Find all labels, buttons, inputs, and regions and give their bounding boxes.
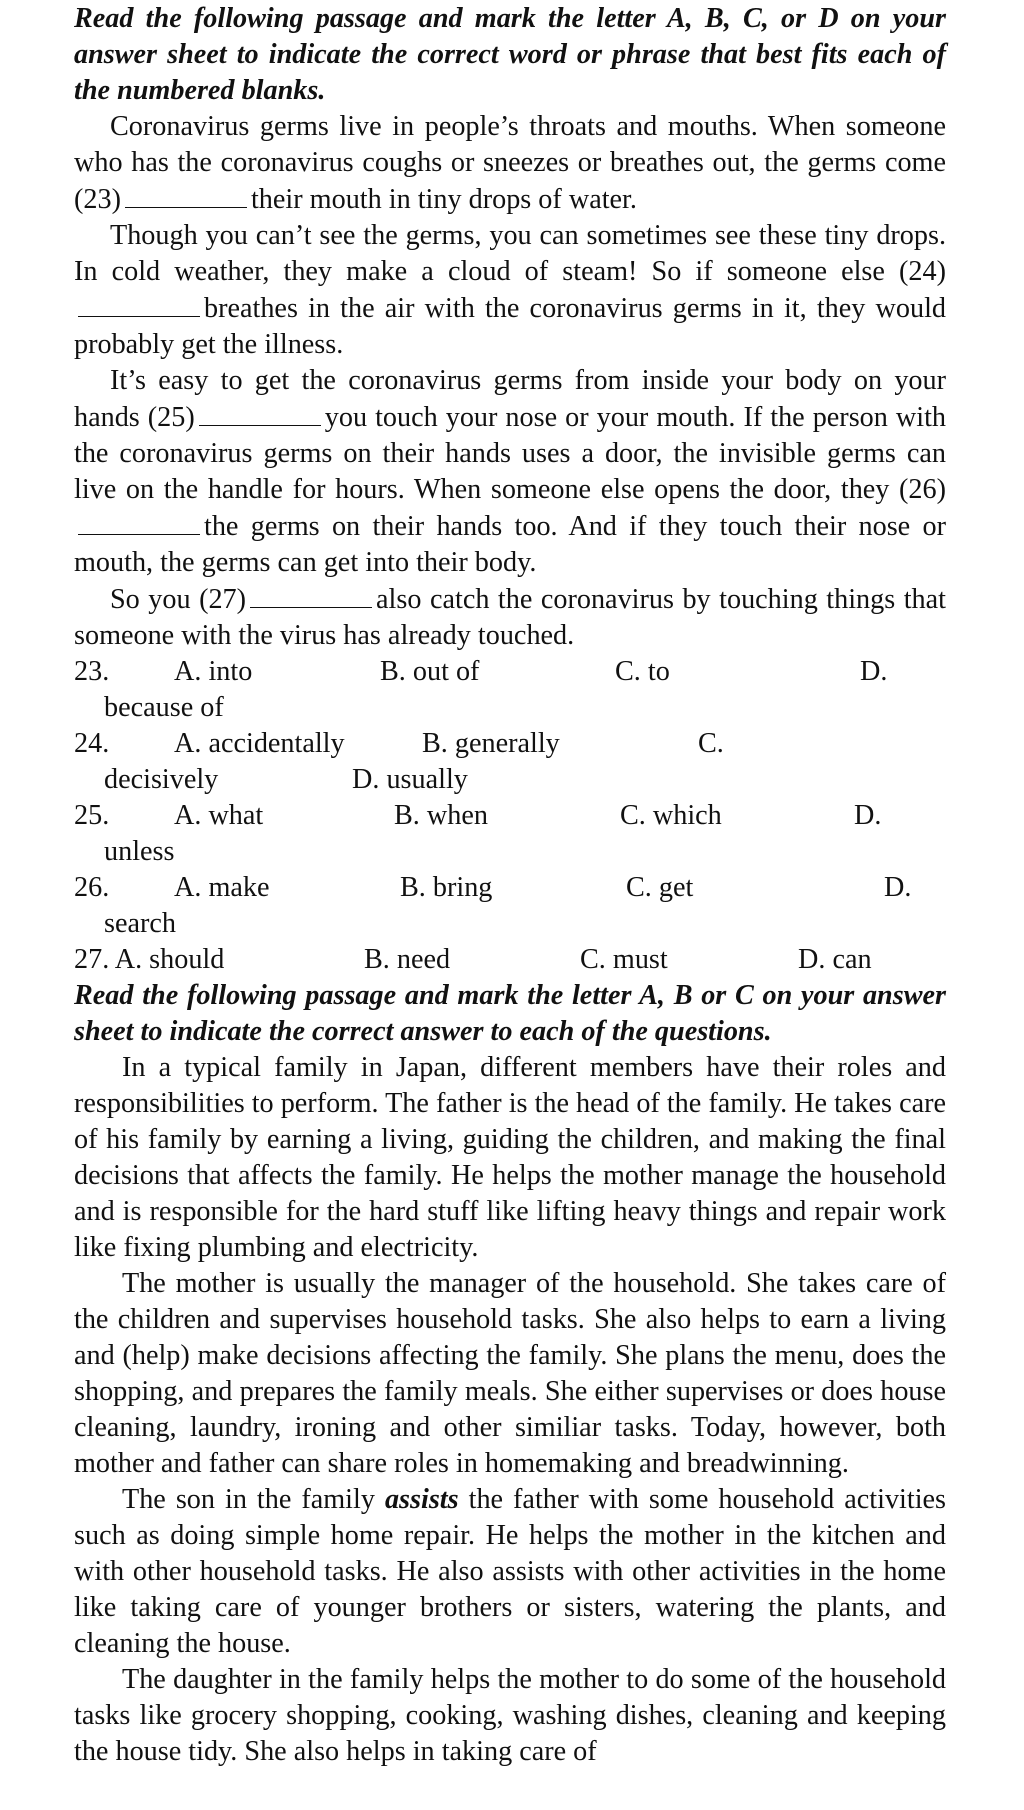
option-d: D. can bbox=[798, 944, 872, 975]
exam-content bbox=[74, 0, 946, 1770]
blank-26 bbox=[78, 508, 200, 535]
passage-paragraph-3 bbox=[74, 363, 946, 581]
text: breathes in the air with the coronavirus germs in it, they would probably get the illness. bbox=[74, 293, 946, 360]
option-a: A. accidentally bbox=[174, 728, 345, 759]
option-d: D. bbox=[860, 656, 888, 687]
question-number: 23. bbox=[74, 656, 110, 687]
text: their mouth in tiny drops of water. bbox=[250, 184, 637, 215]
blank-24 bbox=[78, 290, 200, 317]
option-d-text: unless bbox=[104, 836, 175, 867]
option-c: C. must bbox=[580, 944, 668, 975]
blank-23 bbox=[125, 181, 247, 208]
text: you touch your nose or your mouth. If the person with the coronavirus germs on their hands uses a door, the invisible germs can live on the handle for hours. When someone else opens the door, they (26) bbox=[74, 402, 946, 505]
option-d: D. bbox=[854, 800, 882, 831]
reading-paragraph-2: The mother is usually the manager of the household. She takes care of the children and supervises household tasks. She also helps to earn a living and (help) make decisions affecting the family. She plans the menu, does the shopping, and prepares the family meals. She either supervises or does house cleaning, laundry, ironing and other similiar tasks. Today, however, both mother and father can share roles in homemaking and breadwinning. bbox=[74, 1268, 946, 1479]
option-c: C. get bbox=[626, 872, 694, 903]
option-b: B. when bbox=[394, 800, 488, 831]
question-number: 26. bbox=[74, 872, 110, 903]
option-a: A. what bbox=[174, 800, 264, 831]
option-b: B. need bbox=[364, 944, 451, 975]
section-1-instruction: Read the following passage and mark the letter A, B, C, or D on your answer sheet to indicate the correct word or phrase that best fits each of the numbered blanks. bbox=[74, 3, 946, 106]
option-d: D. usually bbox=[352, 764, 468, 795]
text: the father with some household activities such as doing simple home repair. He helps the mother in the kitchen and with other household tasks. He also assists with other activities in the home like taking care of younger brothers or sisters, watering the plants, and cleaning the house. bbox=[74, 1484, 947, 1659]
option-d-text: search bbox=[104, 908, 176, 939]
option-d-text: because of bbox=[104, 692, 224, 723]
text: It’s easy to get the coronavirus germs from inside your body on your hands (25) bbox=[74, 365, 946, 433]
option-b: B. out of bbox=[380, 656, 480, 687]
text: also catch the coronavirus by touching things that someone with the virus has already touched. bbox=[74, 584, 946, 651]
option-c: C. to bbox=[615, 656, 670, 687]
option-a: A. into bbox=[174, 656, 253, 687]
reading-paragraph-3 bbox=[74, 1482, 946, 1662]
option-b: B. generally bbox=[422, 728, 560, 759]
text: the germs on their hands too. And if they touch their nose or mouth, the germs can get into their body. bbox=[74, 511, 946, 578]
question-number: 24. bbox=[74, 728, 110, 759]
blank-25 bbox=[199, 399, 321, 426]
question-23-continuation bbox=[74, 690, 946, 726]
option-d: D. bbox=[884, 872, 912, 903]
question-26-continuation bbox=[74, 906, 946, 942]
highlighted-word: assists bbox=[384, 1484, 459, 1515]
question-25 bbox=[74, 798, 946, 834]
question-number: 25. bbox=[74, 800, 110, 831]
section-2-instruction: Read the following passage and mark the letter A, B or C on your answer sheet to indicate the correct answer to each of the questions. bbox=[74, 980, 946, 1047]
option-c-text: decisively bbox=[104, 764, 219, 795]
text: Though you can’t see the germs, you can sometimes see these tiny drops. In cold weather, they make a cloud of steam! So if someone else (24) bbox=[74, 220, 946, 287]
reading-paragraph-1: In a typical family in Japan, different members have their roles and responsibilities to perform. The father is the head of the family. He takes care of his family by earning a living, guiding the children, and making the final decisions that affects the family. He helps the mother manage the household and is responsible for the hard stuff like lifting heavy things and repair work like fixing plumbing and electricity. bbox=[74, 1052, 946, 1263]
text: So you (27) bbox=[110, 584, 247, 615]
text: Coronavirus germs live in people’s throats and mouths. When someone who has the coronavirus coughs or sneezes or breathes out, the germs come (23) bbox=[74, 111, 946, 215]
reading-paragraph-4: The daughter in the family helps the mother to do some of the household tasks like grocery shopping, cooking, washing dishes, cleaning and keeping the house tidy. She also helps in taking care of bbox=[74, 1664, 946, 1767]
passage-paragraph-1 bbox=[74, 109, 946, 218]
option-b: B. bring bbox=[400, 872, 493, 903]
option-c: C. bbox=[698, 728, 724, 759]
question-23 bbox=[74, 654, 946, 690]
question-24-continuation bbox=[74, 762, 946, 798]
question-25-continuation bbox=[74, 834, 946, 870]
blank-27 bbox=[250, 581, 372, 608]
question-26 bbox=[74, 870, 946, 906]
option-c: C. which bbox=[620, 800, 722, 831]
question-number-and-option-a: 27. A. should bbox=[74, 944, 225, 975]
passage-paragraph-2 bbox=[74, 218, 946, 363]
question-24 bbox=[74, 726, 946, 762]
question-27 bbox=[74, 942, 946, 978]
option-a: A. make bbox=[174, 872, 270, 903]
text: The son in the family bbox=[122, 1484, 375, 1515]
passage-paragraph-4 bbox=[74, 581, 946, 654]
